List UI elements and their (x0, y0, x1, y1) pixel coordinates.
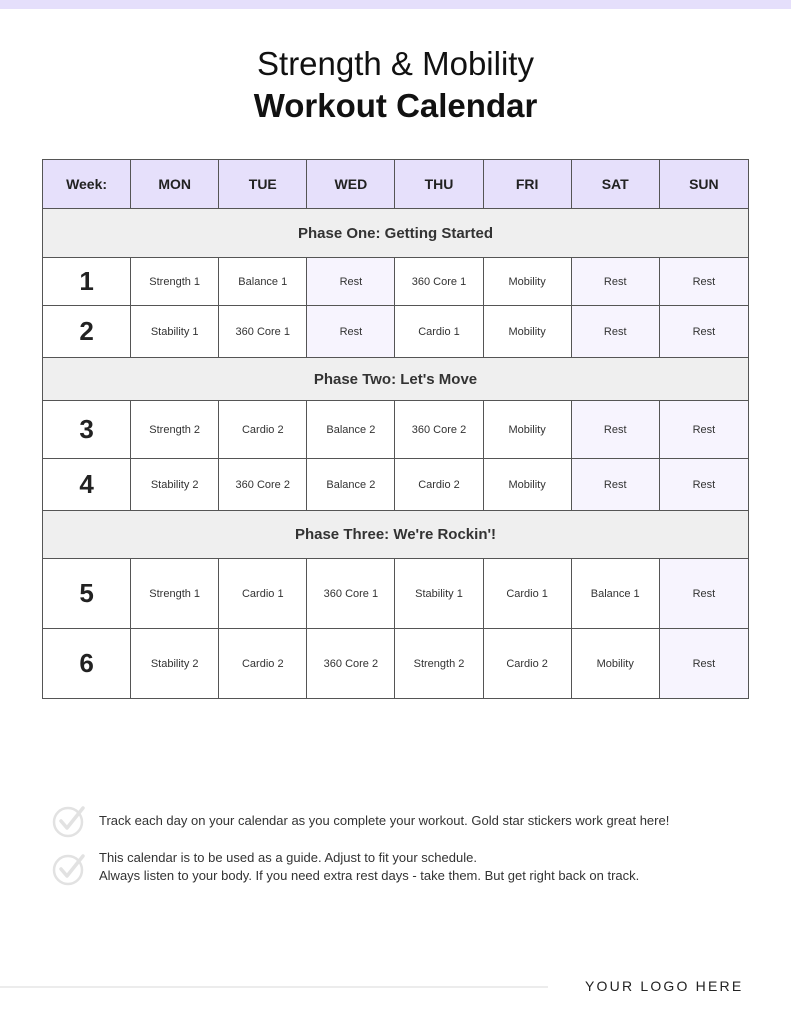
day-cell-sat: Rest (571, 401, 659, 459)
week-number: 3 (43, 401, 131, 459)
footer-divider (0, 986, 548, 988)
phase-title: Phase One: Getting Started (43, 209, 749, 258)
workout-calendar-table (42, 159, 749, 699)
day-cell-wed: 360 Core 1 (307, 559, 395, 629)
day-cell-sat: Rest (571, 459, 659, 511)
note-text-line1: This calendar is to be used as a guide. Adjust to fit your schedule. (99, 850, 477, 865)
day-cell-sun: Rest (659, 629, 748, 699)
day-cell-sat: Balance 1 (571, 559, 659, 629)
week-row (43, 629, 749, 699)
col-header-wed: WED (307, 160, 395, 209)
checkmark-circle-icon (52, 852, 86, 886)
day-cell-wed: Balance 2 (307, 401, 395, 459)
week-number: 6 (43, 629, 131, 699)
day-cell-mon: Strength 1 (131, 258, 219, 306)
top-accent-bar (0, 0, 791, 9)
week-number: 2 (43, 306, 131, 358)
day-cell-mon: Stability 2 (131, 459, 219, 511)
day-cell-sun: Rest (659, 258, 748, 306)
phase-row (43, 358, 749, 401)
day-cell-tue: Balance 1 (219, 258, 307, 306)
page-title-line1: Strength & Mobility (257, 45, 534, 82)
day-cell-tue: Cardio 1 (219, 559, 307, 629)
day-cell-mon: Stability 1 (131, 306, 219, 358)
week-number: 5 (43, 559, 131, 629)
logo-placeholder: YOUR LOGO HERE (585, 978, 744, 994)
day-cell-mon: Strength 2 (131, 401, 219, 459)
day-cell-thu: 360 Core 2 (395, 401, 483, 459)
day-cell-thu: Cardio 1 (395, 306, 483, 358)
day-cell-wed: Rest (307, 306, 395, 358)
week-number: 4 (43, 459, 131, 511)
phase-row (43, 209, 749, 258)
day-cell-fri: Mobility (483, 459, 571, 511)
week-row (43, 559, 749, 629)
checkmark-circle-icon (52, 804, 86, 838)
day-cell-sat: Rest (571, 258, 659, 306)
col-header-mon: MON (131, 160, 219, 209)
day-cell-wed: 360 Core 2 (307, 629, 395, 699)
page-title-line2: Workout Calendar (253, 87, 538, 124)
day-cell-tue: Cardio 2 (219, 401, 307, 459)
day-cell-thu: Cardio 2 (395, 459, 483, 511)
day-cell-sun: Rest (659, 401, 748, 459)
col-header-sun: SUN (659, 160, 748, 209)
day-cell-fri: Cardio 1 (483, 559, 571, 629)
day-cell-fri: Cardio 2 (483, 629, 571, 699)
day-cell-thu: Strength 2 (395, 629, 483, 699)
week-number: 1 (43, 258, 131, 306)
week-row (43, 459, 749, 511)
phase-row (43, 511, 749, 559)
day-cell-thu: Stability 1 (395, 559, 483, 629)
day-cell-sat: Mobility (571, 629, 659, 699)
header-row (43, 160, 749, 209)
day-cell-tue: Cardio 2 (219, 629, 307, 699)
day-cell-mon: Strength 1 (131, 559, 219, 629)
col-header-thu: THU (395, 160, 483, 209)
col-header-sat: SAT (571, 160, 659, 209)
week-row (43, 258, 749, 306)
day-cell-wed: Rest (307, 258, 395, 306)
phase-title: Phase Three: We're Rockin'! (43, 511, 749, 559)
week-row (43, 306, 749, 358)
day-cell-sun: Rest (659, 306, 748, 358)
col-header-fri: FRI (483, 160, 571, 209)
phase-title: Phase Two: Let's Move (43, 358, 749, 401)
note-text: Track each day on your calendar as you complete your workout. Gold star stickers work great here! (99, 813, 670, 828)
day-cell-fri: Mobility (483, 258, 571, 306)
week-row (43, 401, 749, 459)
day-cell-wed: Balance 2 (307, 459, 395, 511)
day-cell-tue: 360 Core 1 (219, 306, 307, 358)
note-text-line2: Always listen to your body. If you need extra rest days - take them. But get right back on track. (99, 868, 640, 883)
day-cell-fri: Mobility (483, 306, 571, 358)
day-cell-thu: 360 Core 1 (395, 258, 483, 306)
day-cell-fri: Mobility (483, 401, 571, 459)
day-cell-sat: Rest (571, 306, 659, 358)
col-header-week: Week: (43, 160, 131, 209)
day-cell-sun: Rest (659, 559, 748, 629)
day-cell-sun: Rest (659, 459, 748, 511)
day-cell-tue: 360 Core 2 (219, 459, 307, 511)
day-cell-mon: Stability 2 (131, 629, 219, 699)
col-header-tue: TUE (219, 160, 307, 209)
